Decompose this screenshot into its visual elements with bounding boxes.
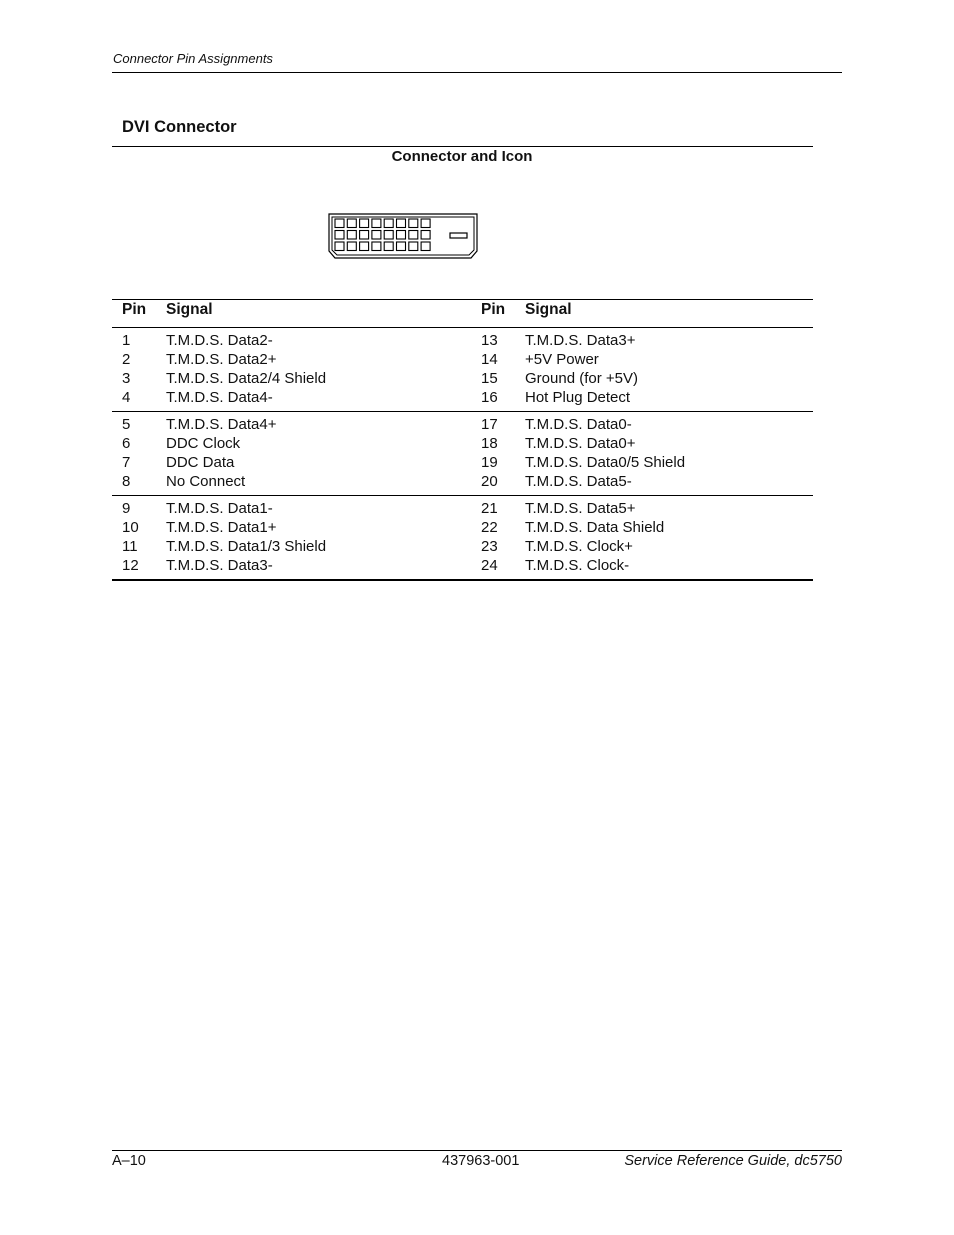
signal-cell-2: T.M.D.S. Data5+: [525, 500, 636, 517]
connector-pin: [397, 242, 406, 251]
connector-pin: [421, 231, 430, 240]
pin-cell: 11: [122, 538, 138, 555]
signal-cell: No Connect: [166, 473, 246, 490]
pin-cell-2: 24: [481, 557, 498, 574]
header-signal-2: Signal: [525, 301, 572, 318]
connector-pin: [372, 219, 381, 228]
connector-pin: [360, 231, 369, 240]
connector-ground-blade: [450, 233, 467, 238]
header-rule: [112, 72, 842, 73]
signal-cell-2: T.M.D.S. Data3+: [525, 332, 636, 349]
document-number: 437963-001: [442, 1153, 520, 1169]
signal-cell-2: Ground (for +5V): [525, 370, 638, 387]
signal-cell: DDC Clock: [166, 435, 241, 452]
header-pin: Pin: [122, 301, 147, 318]
connector-pin: [335, 231, 344, 240]
pin-cell: 10: [122, 519, 139, 536]
pin-cell-2: 20: [481, 473, 498, 490]
table-row: [112, 453, 813, 472]
section-title: DVI Connector: [122, 118, 237, 136]
pin-cell-2: 23: [481, 538, 498, 555]
pin-cell: 4: [122, 389, 131, 406]
table-header-row: [112, 300, 813, 328]
connector-pin: [347, 219, 356, 228]
table-row: [112, 518, 813, 537]
connector-pin-grid: [335, 219, 430, 251]
page-number: A–10: [112, 1153, 146, 1169]
header-pin-2: Pin: [481, 301, 506, 318]
table-row: [112, 369, 813, 388]
connector-pin: [384, 219, 393, 228]
signal-cell-2: T.M.D.S. Data0/5 Shield: [525, 454, 686, 471]
pin-cell: 6: [122, 435, 131, 452]
dvi-connector-diagram: [325, 211, 482, 261]
pin-cell-2: 21: [481, 500, 498, 517]
connector-pin: [409, 231, 418, 240]
guide-title: Service Reference Guide, dc5750: [624, 1153, 842, 1169]
signal-cell: DDC Data: [166, 454, 235, 471]
pin-cell-2: 15: [481, 370, 498, 387]
table-row: [112, 415, 813, 434]
table-row: [112, 472, 813, 491]
connector-pin: [384, 242, 393, 251]
pin-cell: 9: [122, 500, 131, 517]
connector-pin: [347, 242, 356, 251]
pin-cell: 5: [122, 416, 131, 433]
connector-pin: [372, 242, 381, 251]
pin-cell: 3: [122, 370, 131, 387]
signal-cell-2: Hot Plug Detect: [525, 389, 631, 406]
connector-outline-outer: [329, 214, 477, 258]
connector-pin: [335, 242, 344, 251]
pin-cell: 7: [122, 454, 131, 471]
connector-pin: [360, 219, 369, 228]
signal-cell-2: T.M.D.S. Clock-: [525, 557, 630, 574]
connector-pin: [421, 242, 430, 251]
signal-cell: T.M.D.S. Data2-: [166, 332, 273, 349]
pin-assignment-table: [112, 299, 813, 581]
footer-rule: [112, 1150, 842, 1151]
pin-cell-2: 16: [481, 389, 498, 406]
pin-cell: 12: [122, 557, 139, 574]
figure-caption: Connector and Icon: [391, 148, 533, 165]
pin-cell-2: 14: [481, 351, 498, 368]
connector-pin: [372, 231, 381, 240]
signal-cell-2: T.M.D.S. Data5-: [525, 473, 632, 490]
signal-cell: T.M.D.S. Data2/4 Shield: [166, 370, 327, 387]
pin-cell: 1: [122, 332, 131, 349]
table-row-group: [112, 328, 813, 412]
signal-cell: T.M.D.S. Data3-: [166, 557, 273, 574]
connector-pin: [409, 242, 418, 251]
signal-cell-2: +5V Power: [525, 351, 599, 368]
signal-cell: T.M.D.S. Data4+: [166, 416, 277, 433]
table-row: [112, 350, 813, 369]
signal-cell-2: T.M.D.S. Clock+: [525, 538, 633, 555]
signal-cell: T.M.D.S. Data2+: [166, 351, 277, 368]
running-head: Connector Pin Assignments: [113, 51, 273, 66]
signal-cell: T.M.D.S. Data4-: [166, 389, 273, 406]
signal-cell-2: T.M.D.S. Data0-: [525, 416, 632, 433]
connector-pin: [347, 231, 356, 240]
table-row: [112, 499, 813, 518]
connector-pin: [360, 242, 369, 251]
connector-pin: [335, 219, 344, 228]
table-row-group: [112, 412, 813, 496]
connector-pin: [397, 231, 406, 240]
pin-cell-2: 18: [481, 435, 498, 452]
signal-cell: T.M.D.S. Data1/3 Shield: [166, 538, 327, 555]
signal-cell: T.M.D.S. Data1-: [166, 500, 273, 517]
table-row: [112, 537, 813, 556]
pin-cell-2: 22: [481, 519, 498, 536]
signal-cell-2: T.M.D.S. Data0+: [525, 435, 636, 452]
table-body: [112, 328, 813, 581]
table-row: [112, 434, 813, 453]
pin-cell: 8: [122, 473, 131, 490]
connector-outline-inner: [332, 217, 474, 255]
table-row: [112, 331, 813, 350]
connector-pin: [397, 219, 406, 228]
title-rule: [112, 146, 813, 147]
table-row: [112, 556, 813, 575]
pin-cell-2: 19: [481, 454, 498, 471]
header-signal: Signal: [166, 301, 213, 318]
connector-pin: [384, 231, 393, 240]
signal-cell-2: T.M.D.S. Data Shield: [525, 519, 665, 536]
connector-pin: [409, 219, 418, 228]
pin-cell-2: 17: [481, 416, 498, 433]
pin-cell-2: 13: [481, 332, 498, 349]
signal-cell: T.M.D.S. Data1+: [166, 519, 277, 536]
table-row-group: [112, 496, 813, 581]
connector-pin: [421, 219, 430, 228]
pin-cell: 2: [122, 351, 131, 368]
table-row: [112, 388, 813, 407]
